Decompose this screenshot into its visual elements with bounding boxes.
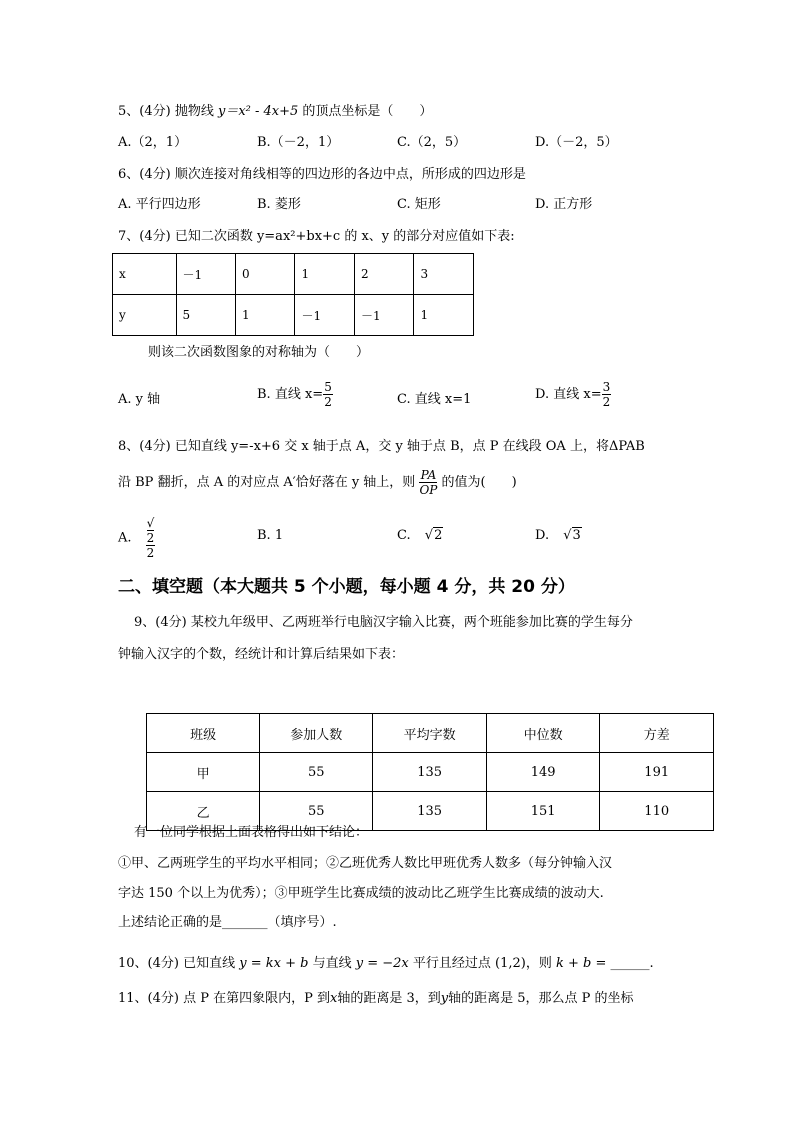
q8-line2 [118,466,517,500]
fraction-numerator: PA [420,468,437,482]
table-cell: 甲 [147,753,260,792]
q10-mid: 与直线 [312,956,352,971]
fraction-denominator: 2 [146,546,155,560]
table-cell: －1 [295,295,354,336]
q6-option-d: D. 正方形 [535,197,593,212]
q10-stem [118,955,654,973]
q10-blank: ______. [610,956,654,971]
table-row [113,254,474,295]
q7-option-b-fraction [323,380,333,409]
q7-option-d-fraction [602,380,612,409]
table-cell: 151 [486,792,600,831]
q7-option-b [257,380,333,409]
q10-formula-1: y = kx + b [239,956,309,971]
q10-formula-2: y = −2x [355,956,409,971]
q8-fraction [419,468,437,497]
table-header: 参加人数 [260,714,373,753]
fraction-numerator: √ 2 [146,516,155,545]
fraction-denominator: OP [419,483,438,497]
radicand: 2 [434,528,443,543]
table-header: 班级 [147,714,260,753]
q9-line1: 9、(4分) 某校九年级甲、乙两班举行电脑汉字输入比赛，两个班能参加比赛的学生每分 [134,615,633,630]
table-cell: 5 [176,295,235,336]
fraction-numerator: 5 [324,380,332,394]
q9-answer-line: 上述结论正确的是_______（填序号）. [118,915,337,930]
q11-mid: 轴的距离是 3，到 [337,991,441,1006]
sqrt: √3 [563,528,581,543]
table-row [147,753,714,792]
q5-suffix: 的顶点坐标是（ ） [302,104,433,119]
q6-option-a: A. 平行四边形 [118,197,201,212]
q6-option-c: C. 矩形 [397,197,441,212]
q7-option-c: C. 直线 x=1 [397,392,472,407]
table-header-row [147,714,714,753]
section-heading: 二、填空题（本大题共 5 个小题，每小题 4 分，共 20 分） [118,577,575,597]
q5-formula: y＝x² - 4x+5 [217,104,299,119]
table-row [113,295,474,336]
q7-option-b-text: B. 直线 x= [257,387,324,402]
table-cell: 191 [600,753,714,792]
q9-conclusion-2: 字达 150 个以上为优秀）；③甲班学生比赛成绩的波动比乙班学生比赛成绩的波动大. [118,886,604,901]
q10-mid2: 平行且经过点 [412,956,491,971]
table-cell: 110 [600,792,714,831]
q5-option-b: B.（－2，1） [257,135,340,150]
q7-option-a: A. y 轴 [118,392,161,407]
fraction-denominator: 2 [602,395,611,409]
table-cell: 1 [414,295,474,336]
table-header: 方差 [600,714,714,753]
q7-value-table [112,253,474,336]
fraction-numerator: 3 [602,380,611,394]
q7-option-d-text: D. 直线 x= [535,387,602,402]
table-cell: 3 [414,254,474,295]
radicand: 2 [146,531,155,545]
q8-option-a [118,516,155,560]
q7-stem: 7、(4分) 已知二次函数 y=ax²+bx+c 的 x、y 的部分对应值如下表: [118,229,515,244]
q5-option-a: A.（2，1） [118,135,188,150]
q8-option-b: B. 1 [257,528,284,543]
table-cell: 2 [354,254,413,295]
q7-option-d [535,380,611,409]
q8-line1: 8、(4分) 已知直线 y=-x+6 交 x 轴于点 A，交 y 轴于点 B，点 P 在线段 OA 上，将ΔPAB [118,439,645,454]
table-cell: 乙 [147,792,260,831]
q11-pre: 11、(4分) 点 P 在第四象限内，P 到 [118,991,330,1006]
sqrt: √2 [424,528,443,543]
q7-ask: 则该二次函数图象的对称轴为（ ） [148,345,370,360]
q9-conclusion-intro: 有一位同学根据上面表格得出如下结论： [134,825,369,840]
table-cell: 135 [373,792,487,831]
q8-line2-post: 的值为( ) [441,475,517,490]
q9-line2: 钟输入汉字的个数，经统计和计算后结果如下表： [118,647,405,662]
q10-mid3: ，则 [525,956,552,971]
q8-option-c [397,527,443,545]
q10-point: (1,2) [495,956,526,971]
table-cell: 55 [260,792,373,831]
option-label: C. [397,528,411,543]
table-header: 平均字数 [373,714,487,753]
table-cell: 149 [486,753,600,792]
table-cell: －1 [176,254,235,295]
q8-option-d [535,527,582,545]
q9-conclusion-1: ①甲、乙两班学生的平均水平相同；②乙班优秀人数比甲班优秀人数多（每分钟输入汉 [118,856,613,871]
q10-formula-3: k + b = [556,956,607,971]
q11-stem [118,990,634,1008]
table-cell: 0 [236,254,295,295]
q11-var-x: x [329,991,338,1006]
q8-option-a-fraction [146,516,156,560]
radicand: 3 [572,528,581,543]
q6-option-b: B. 菱形 [257,197,301,212]
q5-prefix: 5、(4分) 抛物线 [118,104,214,119]
option-label: A. [118,530,132,546]
q5-option-c: C.（2，5） [397,135,467,150]
q11-var-y: y [440,991,449,1006]
table-cell: 1 [236,295,295,336]
table-cell: 135 [373,753,487,792]
option-label: D. [535,528,550,543]
q5-option-d: D.（－2，5） [535,135,618,150]
q9-results-table [146,713,714,831]
table-cell: 1 [295,254,354,295]
fraction-denominator: 2 [324,395,332,409]
q6-stem: 6、(4分) 顺次连接对角线相等的四边形的各边中点，所形成的四边形是 [118,167,526,182]
table-cell: y [113,295,177,336]
table-cell: 55 [260,753,373,792]
table-header: 中位数 [486,714,600,753]
q11-post: 轴的距离是 5，那么点 P 的坐标 [448,991,634,1006]
q5-stem [118,103,432,121]
q10-pre: 10、(4分) 已知直线 [118,956,236,971]
table-cell: －1 [354,295,413,336]
table-cell: x [113,254,177,295]
q8-line2-pre: 沿 BP 翻折，点 A 的对应点 A′恰好落在 y 轴上，则 [118,475,416,490]
